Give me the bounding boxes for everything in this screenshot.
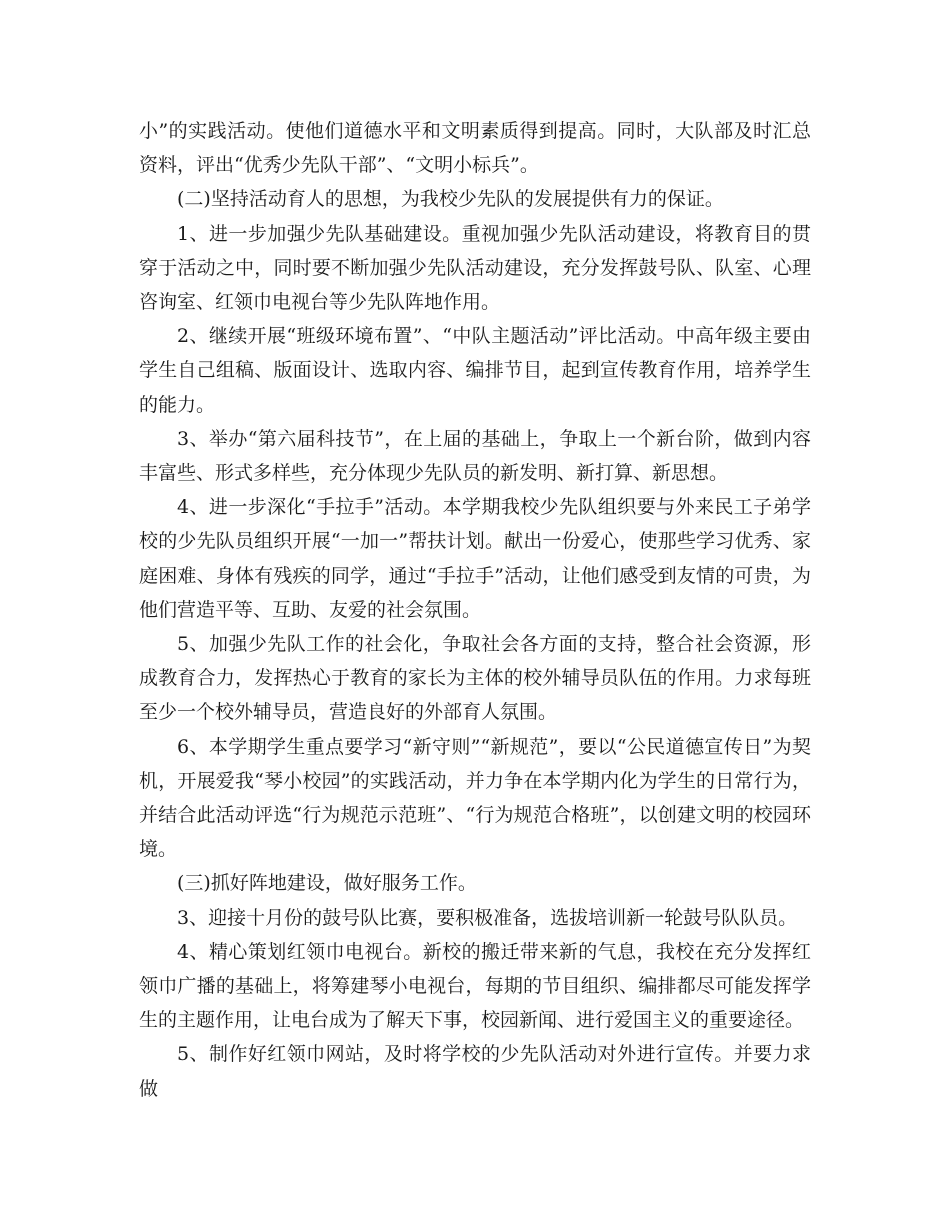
paragraph-item-6: 6、本学期学生重点要学习“新守则”“新规范”，要以“公民道德宣传日”为契机，开展爱我“琴小校园”的实践活动，并力争在本学期内化为学生的日常行为，并结合此活动评选“行为规范示范班”、“行为规范合格班”，以创建文明的校园环境。: [139, 735, 811, 861]
section-heading-3: (三)抓好阵地建设，做好服务工作。: [177, 872, 477, 895]
document-body: [139, 114, 811, 1106]
section-heading-2: (二)坚持活动育人的思想，为我校少先队的发展提供有力的保证。: [177, 188, 724, 211]
paragraph-item-1: 1、进一步加强少先队基础建设。重视加强少先队活动建设，将教育目的贯穿于活动之中，同时要不断加强少先队活动建设，充分发挥鼓号队、队室、心理咨询室、红领巾电视台等少先队阵地作用。: [139, 222, 811, 314]
paragraph-item-5: 5、加强少先队工作的社会化，争取社会各方面的支持，整合社会资源，形成教育合力，发挥热心于教育的家长为主体的校外辅导员队伍的作用。力求每班至少一个校外辅导员，营造良好的外部育人氛围。: [139, 633, 811, 724]
paragraph-item-3: 3、举办“第六届科技节”，在上届的基础上，争取上一个新台阶，做到内容丰富些、形式多样些，充分体现少先队员的新发明、新打算、新思想。: [139, 427, 811, 485]
paragraph-item-5b: 5、制作好红领巾网站，及时将学校的少先队活动对外进行宣传。并要力求做: [139, 1043, 811, 1100]
paragraph-item-2: 2、继续开展“班级环境布置”、“中队主题活动”评比活动。中高年级主要由学生自己组稿、版面设计、选取内容、编排节目，起到宣传教育作用，培养学生的能力。: [139, 325, 811, 416]
paragraph-item-4b: 4、精心策划红领巾电视台。新校的搬迁带来新的气息，我校在充分发挥红领巾广播的基础上，将筹建琴小电视台，每期的节目组织、编排都尽可能发挥学生的主题作用，让电台成为了解天下事，校园新闻、进行爱国主义的重要途径。: [139, 940, 811, 1032]
paragraph-item-3b: 3、迎接十月份的鼓号队比赛，要积极准备，选拔培训新一轮鼓号队队员。: [177, 906, 798, 929]
paragraph-item-4: 4、进一步深化“手拉手”活动。本学期我校少先队组织要与外来民工子弟学校的少先队员组织开展“一加一”帮扶计划。献出一份爱心，使那些学习优秀、家庭困难、身体有残疾的同学，通过“手拉手”活动，让他们感受到友情的可贵，为他们营造平等、互助、友爱的社会氛围。: [139, 496, 811, 621]
paragraph-continuation: 小”的实践活动。使他们道德水平和文明素质得到提高。同时，大队部及时汇总资料，评出“优秀少先队干部”、“文明小标兵”。: [139, 120, 811, 177]
